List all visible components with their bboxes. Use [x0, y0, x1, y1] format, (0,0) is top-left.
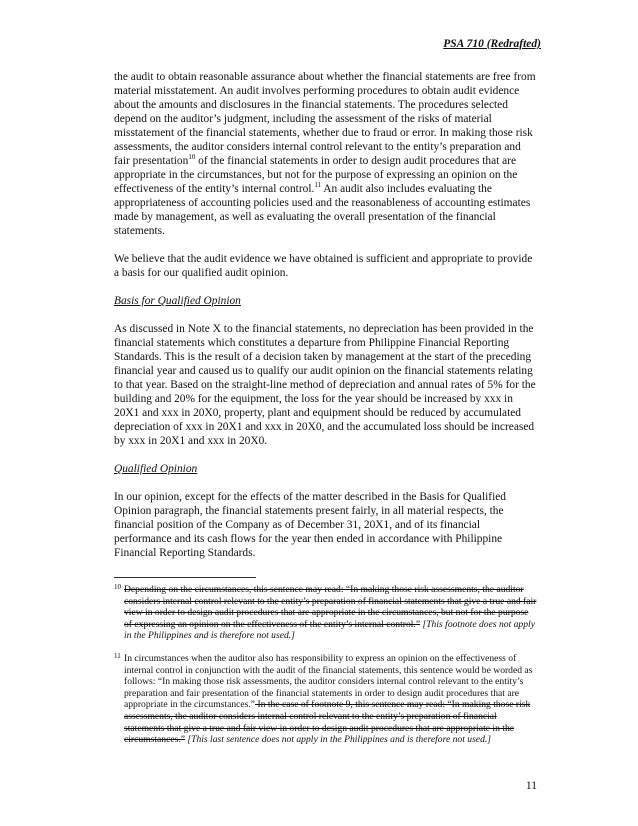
- footnote-note-text: [This last sentence does not apply in the Philippines and is therefore not used.]: [185, 734, 491, 746]
- paragraph-text-part-c: An audit also includes evaluating the appropriateness of accounting policies used and the reasonableness of accounting estimates made by management, as well as evaluating the overall presentation of the financial statements.: [114, 183, 531, 237]
- audit-scope-paragraph: [114, 70, 538, 238]
- footnote-10: [114, 584, 538, 642]
- qualified-opinion-heading: Qualified Opinion: [114, 463, 198, 475]
- footnote-note-text: [This footnote does not apply in the Philippines and is therefore not used.]: [124, 618, 535, 642]
- paragraph-text-part-a: the audit to obtain reasonable assurance about whether the financial statements are free from material misstatement. An audit involves performing procedures to obtain audit evidence about the amounts and disclosures in the financial statements. The procedures selected depend on the auditor’s judgment, including the assessment of the risks of material misstatement of the financial statements, whether due to fraud or error. In making those risk assessments, the auditor considers internal control relevant to the entity’s preparation and fair presentation: [114, 71, 536, 167]
- footnote-struck-text: Depending on the circumstances, this sentence may read: “In making those risk assessments, the auditor considers internal control relevant to the entity’s preparation of financial statements that give a true and fair view in order to design audit procedures that are appropriate in the circumstances, but not for the purpose of expressing an opinion on the effectiveness of the entity’s internal control.”: [124, 584, 537, 630]
- footnote-separator: [114, 577, 256, 578]
- page-number: 11: [525, 780, 537, 792]
- footnotes-section: [114, 584, 538, 757]
- footnote-ref-11[interactable]: 11: [314, 181, 322, 190]
- basis-paragraph: As discussed in Note X to the financial statements, no depreciation has been provided in the financial statements which constitutes a departure from Philippine Financial Reporting Standards. This is the result of a decision taken by management at the start of the preceding financial year and caused us to qualify our audit opinion on the financial statements relating to that year. Based on the straight-line method of depreciation and annual rates of 5% for the building and 20% for the equipment, the loss for the year should be increased by xxx in 20X1 and xxx in 20X0, property, plant and equipment should be reduced by accumulated depreciation of xxx in 20X1 and xxx in 20X0, and the accumulated loss should be increased by xxx in 20X1 and xxx in 20X0.: [114, 323, 536, 447]
- footnote-ref-10[interactable]: 10: [188, 153, 196, 162]
- footnote-struck-text: In the case of footnote 9, this sentence may read: “In making those risk assessments, the auditor considers internal control relevant to the entity’s preparation of financial statements that give a true and fair view in order to design audit procedures that are appropriate in the circumstances.”: [124, 699, 531, 746]
- basis-heading: Basis for Qualified Opinion: [114, 295, 241, 307]
- footnote-plain-text: In circumstances when the auditor also has responsibility to express an opinion on the effectiveness of internal control in conjunction with the audit of the financial statements, this sentence would be worded as follows: “In making those risk assessments, the auditor considers internal control relevant to the entity’s preparation and fair presentation of the financial statements in order to design audit procedures that are appropriate in the circumstances.”: [124, 652, 533, 711]
- evidence-paragraph: We believe that the audit evidence we have obtained is sufficient and appropriate to provide a basis for our qualified audit opinion.: [114, 253, 533, 279]
- paragraph-text-part-b: of the financial statements in order to design audit procedures that are appropriate in the circumstances, but not for the purpose of expressing an opinion on the effectiveness of the entity’s internal control.: [114, 155, 518, 195]
- main-body: [114, 70, 538, 574]
- footnote-number: 11: [114, 651, 121, 660]
- qualified-opinion-paragraph: In our opinion, except for the effects of the matter described in the Basis for Qualified Opinion paragraph, the financial statements present fairly, in all material respects, the financial position of the Company as of December 31, 20X1, and of its financial performance and its cash flows for the year then ended in accordance with Philippine Financial Reporting Standards.: [114, 491, 507, 559]
- footnote-number: 10: [114, 583, 121, 591]
- footnote-11: [114, 653, 538, 746]
- page-header: PSA 710 (Redrafted): [443, 38, 541, 50]
